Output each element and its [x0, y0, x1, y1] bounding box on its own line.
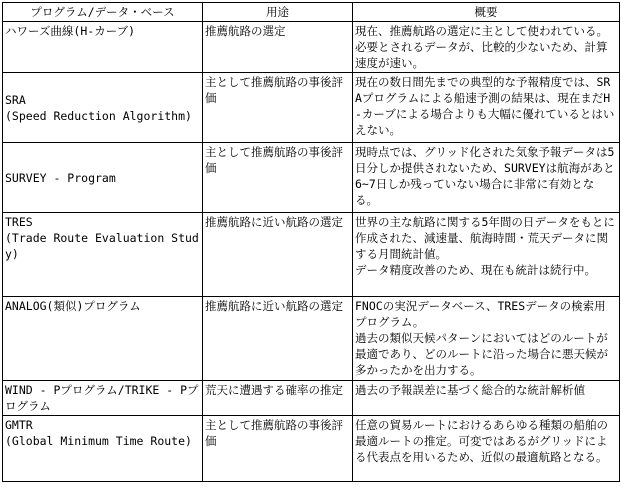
program-name-sub: (Speed Reduction Algorithm) [5, 108, 192, 123]
header-row [3, 3, 620, 22]
purpose-cell: 主として推薦航路の事後評価 [203, 73, 353, 143]
summary-text: 現在の数日間先までの典型的な予報精度では、SRAプログラムによる船速予測の結果は、現在まだH-カーブによる場合よりも大幅に優れているとはいえない。 [355, 75, 615, 137]
program-name-cell [3, 73, 203, 143]
program-name-cell [3, 381, 203, 416]
program-name-cell [3, 213, 203, 297]
summary-text: 現在、推薦航路の選定に主として使われている。必要とされるデータが、比較的少ないため、計算速度が速い。 [355, 24, 608, 70]
summary-cell [353, 381, 620, 416]
summary-text: 現時点では、グリッド化された気象予報データは5日分しか提供されないため、SURVEYは航海があと6~7日しか残っていない場合に非常に有効となる。 [355, 145, 615, 207]
header-summary: 概要 [353, 3, 620, 22]
table-row [3, 22, 620, 73]
summary-cell [353, 22, 620, 73]
summary-cell [353, 297, 620, 381]
summary-text: 過去の予報誤差に基づく総合的な統計解析値 [355, 383, 585, 397]
summary-text: 任意の貿易ルートにおけるあらゆる種類の船舶の最適ルートの推定。可変ではあるがグリッドによる代表点を用いるため、近似の最適航路となる。 [355, 418, 608, 464]
summary-text: 世界の主な航路に関する5年間の日データをもとに作成された、減速量、航海時間・荒天データに関する月間統計値。 [355, 215, 615, 261]
summary-text: 過去の類似天候パターンにおいてはどのルートが最適であり、どのルートに沿った場合に悪天候が多かったかを出力する。 [355, 331, 608, 377]
header-purpose: 用途 [203, 3, 353, 22]
purpose-cell: 推薦航路の選定 [203, 22, 353, 73]
program-name-sub: (Trade Route Evaluation Study) [5, 231, 199, 261]
table-row [3, 73, 620, 143]
summary-cell [353, 73, 620, 143]
table-row [3, 297, 620, 381]
summary-text: FNOCの実況データベース、TRESデータの検索用プログラム。 [355, 299, 606, 329]
program-name: SRA [5, 92, 26, 107]
table-row [3, 381, 620, 416]
summary-text: データ精度改善のため、現在も統計は続行中。 [355, 263, 597, 277]
program-name: GMTR [5, 418, 33, 432]
table-row [3, 213, 620, 297]
summary-cell [353, 416, 620, 482]
program-name: WIND - Pプログラム/TRIKE - Pプログラム [5, 383, 199, 413]
table-row [3, 416, 620, 482]
table-row [3, 143, 620, 213]
purpose-cell: 主として推薦航路の事後評価 [203, 143, 353, 213]
purpose-cell: 主として推薦航路の事後評価 [203, 416, 353, 482]
program-name: ANALOG(類似)プログラム [5, 299, 141, 313]
program-name-sub: (Global Minimum Time Route) [5, 434, 192, 448]
program-name-cell [3, 22, 203, 73]
program-name-cell [3, 416, 203, 482]
program-name: TRES [5, 215, 33, 229]
program-name: ハワーズ曲線(H-カーブ) [5, 24, 136, 38]
summary-cell [353, 213, 620, 297]
summary-cell [353, 143, 620, 213]
program-name-cell [3, 297, 203, 381]
program-name: SURVEY - Program [5, 170, 116, 185]
program-table [2, 2, 620, 482]
purpose-cell: 荒天に遭遇する確率の推定 [203, 381, 353, 416]
program-name-cell [3, 143, 203, 213]
purpose-cell: 推薦航路に近い航路の選定 [203, 213, 353, 297]
header-program: プログラム/データ・ベース [3, 3, 203, 22]
purpose-cell: 推薦航路に近い航路の選定 [203, 297, 353, 381]
